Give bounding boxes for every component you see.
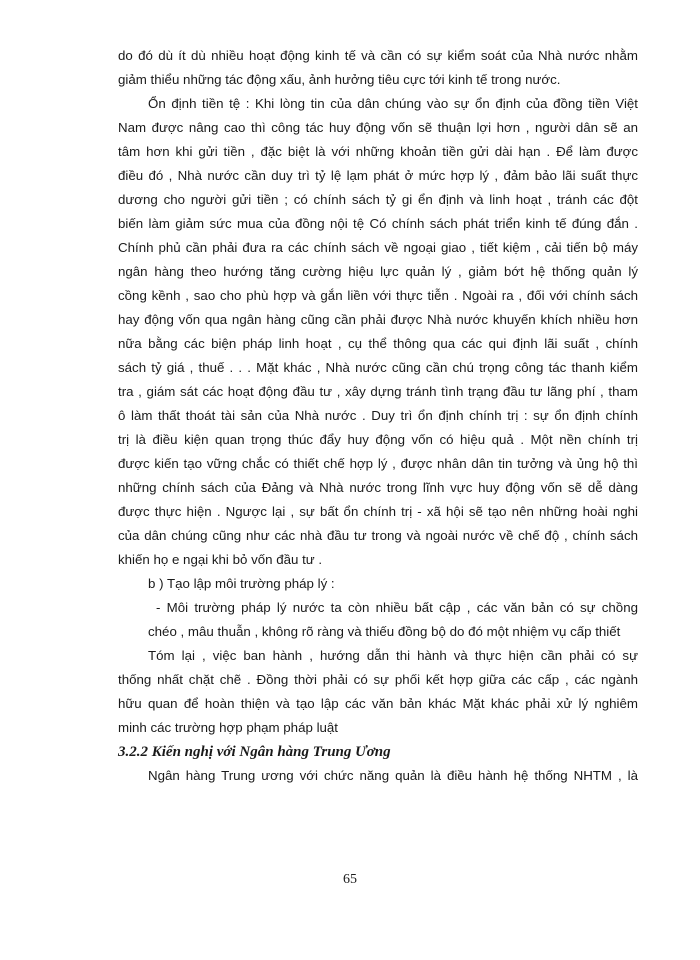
page-number: 65 [343,872,357,887]
text-line: điều đó , Nhà nước cần duy trì tỷ lệ lạm phát ở mức hợp lý , đảm bảo lãi suất thực [118,168,638,183]
text-line: hay động vốn qua ngân hàng cũng cần phải được Nhà nước khuyến khích nhiều hơn [118,312,638,327]
text-line: biến làm giảm sức mua của đồng nội tệ Có chính sách phát triển kinh tế đúng đắn . [118,216,638,231]
section-heading: 3.2.2 Kiến nghị với Ngân hàng Trung Ương [118,744,391,760]
text-line: khiến họ e ngại khi bỏ vốn đầu tư . [118,552,323,567]
text-line: giảm thiểu những tác động xấu, ảnh hưởng tiêu cực tới kinh tế trong nước. [118,72,561,87]
text-line: ngân hàng theo hướng tăng cường hiệu lực quản lý , giảm bớt hệ thống quản lý [118,264,638,279]
text-line: Chính phủ cần phải đưa ra các chính sách về ngoại giao , tiết kiệm , cải tiến bộ máy [118,240,638,255]
paragraph-first-line: Tóm lại , việc ban hành , hướng dẫn thi hành và thực hiện cần phải có sự [148,648,638,663]
text-line: hữu quan để hoàn thiện và tạo lập các văn bản khác Mặt khác phải xử lý nghiêm [118,696,638,711]
text-line: minh các trường hợp phạm pháp luật [118,720,339,735]
paragraph-first-line: Ngân hàng Trung ương với chức năng quản là điều hành hệ thống NHTM , là [148,768,638,783]
text-line: được kiến tạo vững chắc có thiết chế hợp lý , được nhân dân tin tưởng và ủng hộ thì [118,456,638,471]
text-line: của dân chúng cũng như các nhà đầu tư trong và ngoài nước về chế độ , chính sách [118,528,638,543]
text-line: tra , giám sát các hoạt động đầu tư , xây dựng tránh tình trạng đầu tư lãng phí , tham [118,384,638,399]
text-line: do đó dù ít dù nhiều hoạt động kinh tế và cần có sự kiểm soát của Nhà nước nhằm [118,48,638,63]
text-line: nữa bằng các biện pháp linh hoạt , cụ thể thông qua các qui định lãi suất , chính [118,336,638,351]
paragraph-first-line: Ổn định tiền tệ : Khi lòng tin của dân chúng vào sự ổn định của đồng tiền Việt [148,96,638,111]
text-line: trị là điều kiện quan trọng thúc đẩy huy động vốn có hiệu quả . Một nền chính trị [118,432,638,447]
text-line: ô làm thất thoát tài sản của Nhà nước . Duy trì ổn định chính trị : sự ổn định chính [118,408,638,423]
text-line: được thực hiện . Ngược lại , sự bất ổn chính trị - xã hội sẽ tạo nên những hoài nghi [118,504,638,519]
text-line: những chính sách của Đảng và Nhà nước trong lĩnh vực huy động vốn sẽ dễ dàng [118,480,638,495]
text-line: tâm hơn khi gửi tiền , đặc biệt là với những khoản tiền gửi dài hạn . Để làm được [118,144,638,159]
text-line: cồng kềnh , sao cho phù hợp và gắn liền với thực tiễn . Ngoài ra , đối với chính sách [118,288,638,303]
bullet-line: - Môi trường pháp lý nước ta còn nhiều bất cập , các văn bản có sự chồng [156,600,638,615]
text-line: dương cho người gửi tiền ; có chính sách tỷ gi ển định và linh hoạt , tránh các đột [118,192,638,207]
text-line: sách tỷ giá , thuế . . . Mặt khác , Nhà nước cũng cần chú trọng công tác thanh kiểm [118,360,638,375]
subsection-label: b ) Tạo lập môi trường pháp lý : [148,576,335,591]
text-line: chéo , mâu thuẫn , không rõ ràng và thiếu đồng bộ do đó một nhiệm vụ cấp thiết [148,624,621,639]
text-line: Nam được nâng cao thì công tác huy động vốn sẽ thuận lợi hơn , người dân sẽ an [118,120,638,135]
text-line: thống nhất chặt chẽ . Đồng thời phải có sự phối kết hợp giữa các cấp , các ngành [118,672,638,687]
